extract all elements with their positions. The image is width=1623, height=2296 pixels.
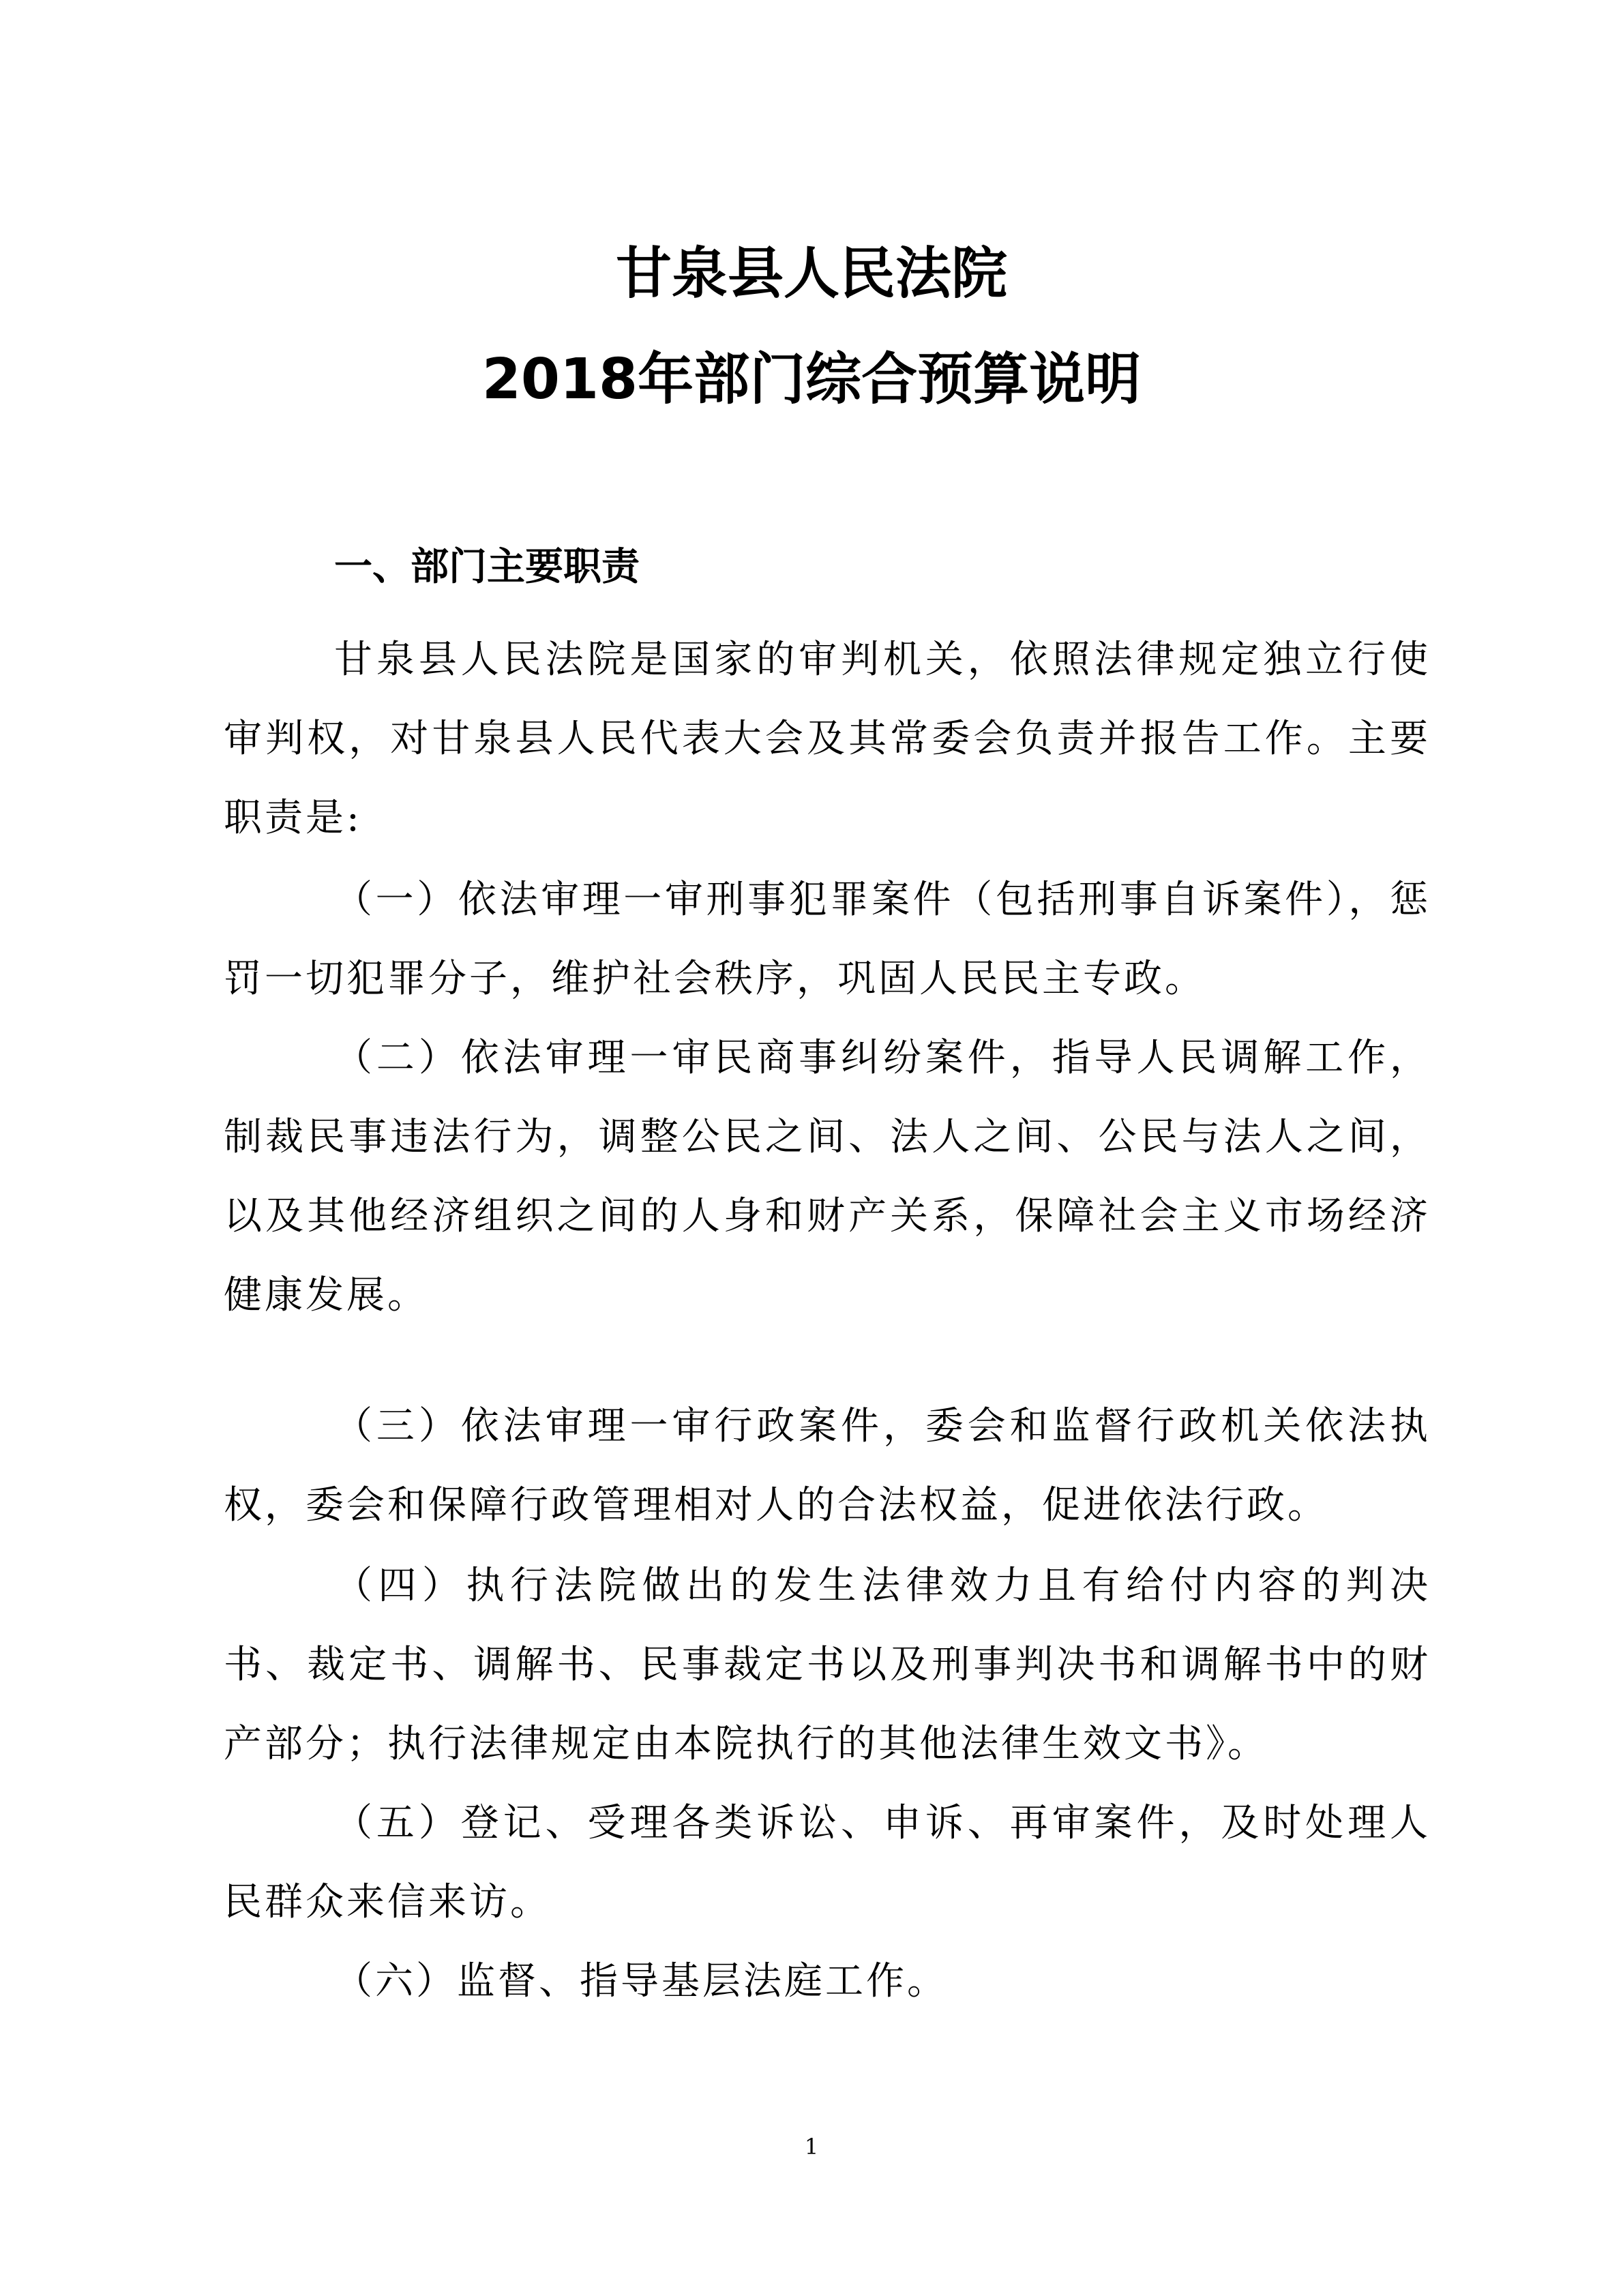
paragraph-item-6: （六）监督、指导基层法庭工作。 bbox=[334, 1959, 948, 2003]
paragraph-item-2: （二）依法审理一审民商事纠纷案件，指导人民调解工作，制裁民事违法行为，调整公民之间、法人之间、公民与法人之间，以及其他经济组织之间的人身和财产关系，保障社会主义市场经济健康发展。 bbox=[224, 1036, 1431, 1317]
page-number: 1 bbox=[804, 2134, 819, 2160]
document-title-line2: 2018年部门综合预算说明 bbox=[481, 347, 1142, 412]
paragraph-intro: 甘泉县人民法院是国家的审判机关，依照法律规定独立行使审判权，对甘泉县人民代表大会及其常委会负责并报告工作。主要职责是: bbox=[224, 638, 1431, 840]
document-title-line1: 甘泉县人民法院 bbox=[615, 241, 1007, 306]
paragraph-item-5: （五）登记、受理各类诉讼、申诉、再审案件，及时处理人民群众来信来访。 bbox=[224, 1801, 1431, 1924]
section-heading-responsibilities: 一、部门主要职责 bbox=[334, 545, 640, 589]
paragraph-item-4: （四）执行法院做出的发生法律效力且有给付内容的判决书、裁定书、调解书、民事裁定书以及刑事判决书和调解书中的财产部分；执行法律规定由本院执行的其他法律生效文书》。 bbox=[224, 1564, 1431, 1766]
paragraph-item-3: （三）依法审理一审行政案件，委会和监督行政机关依法执权，委会和保障行政管理相对人的合法权益，促进依法行政。 bbox=[224, 1404, 1431, 1527]
paragraph-item-1: （一）依法审理一审刑事犯罪案件（包括刑事自诉案件），惩罚一切犯罪分子，维护社会秩序，巩固人民民主专政。 bbox=[224, 878, 1431, 1001]
